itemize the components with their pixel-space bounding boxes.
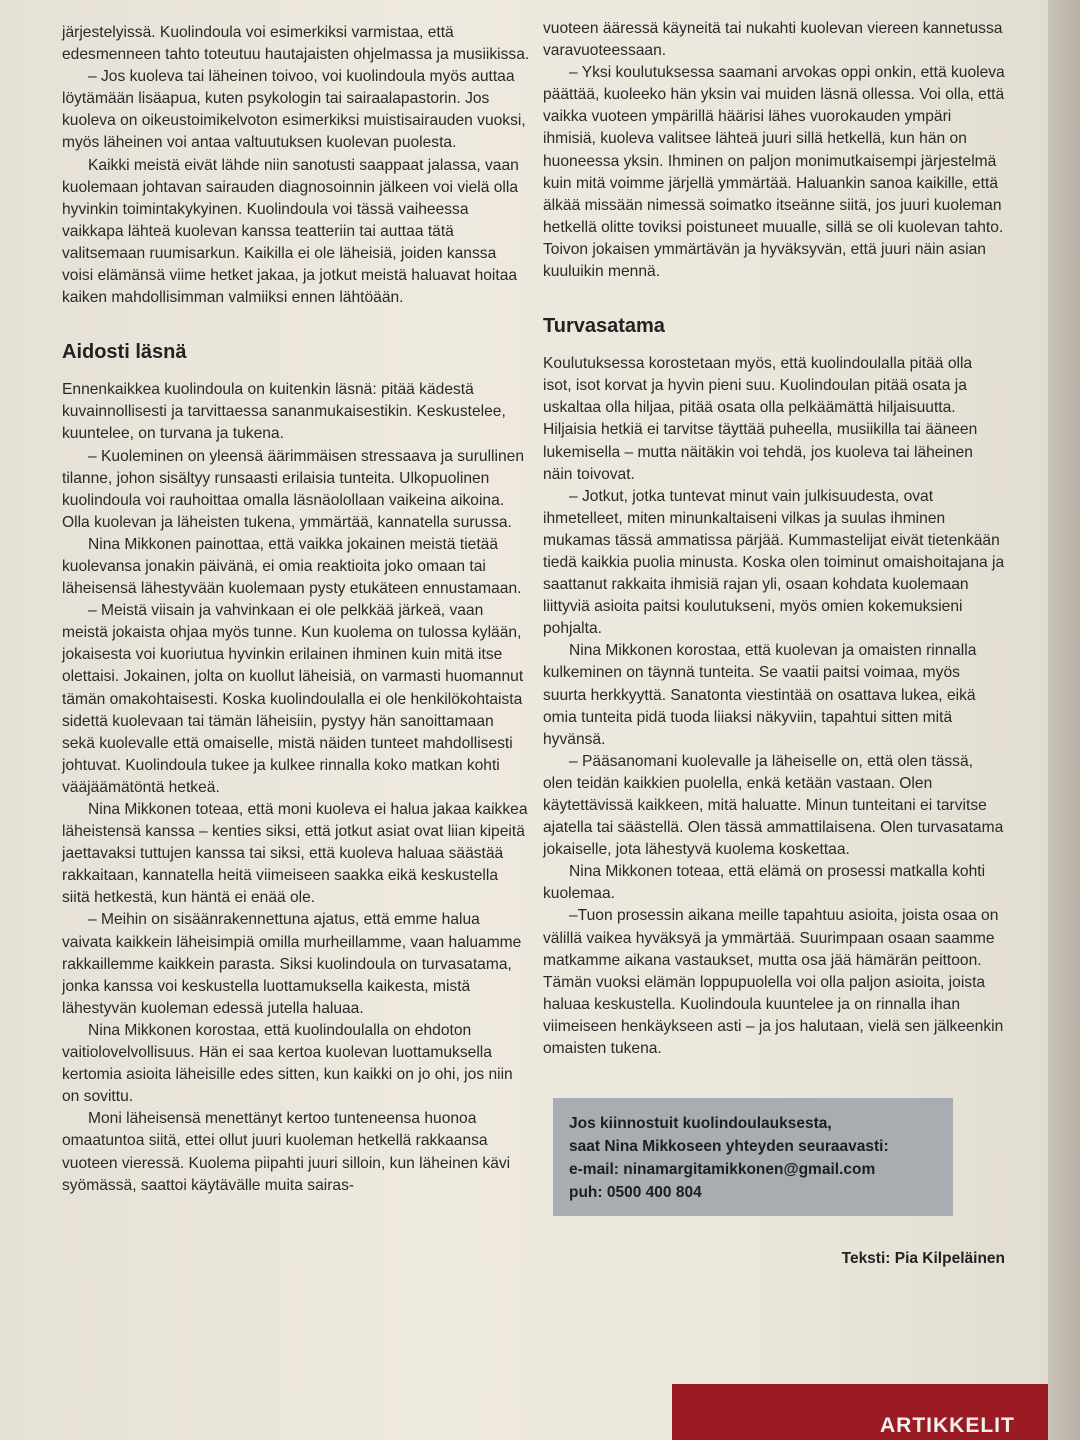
paragraph: Moni läheisensä menettänyt kertoo tunteneensa huonoa omaatuntoa siitä, ettei ollut juuri kuoleman hetkellä rakkaansa vuoteen vieressä. Kuolema piipahti juuri silloin, kun läheinen kävi syömässä, saattoi käytävälle muita sairas-: [62, 1110, 511, 1194]
author-byline: Teksti: Pia Kilpeläinen: [841, 1250, 1005, 1268]
paragraph: – Jos kuoleva tai läheinen toivoo, voi kuolindoula myös auttaa löytämään lisäapua, kuten psykologin tai sairaalapastorin. Jos kuoleva on oikeustoimikelvoton esimerkiksi muistisairauden vuoksi, myös läheinen voi antaa valtuutuksen kuolevan puolesta.: [62, 68, 526, 152]
left-column: [62, 22, 530, 1197]
section-label: ARTIKKELIT: [880, 1414, 1015, 1437]
paragraph: Koulutuksessa korostetaan myös, että kuolindoulalla pitää olla isot, isot korvat ja hyvin pieni suu. Kuolindoulan pitää osata ja uskaltaa olla hiljaa, pitää osata olla pelkäämättä hiljaisuutta. Hiljaisia hetkiä ei tarvitse täyttää puheella, musiikilla tai ääneen lukemisella – mutta näitäkin voi tehdä, jos kuoleva tai läheinen näin toivovat.: [543, 355, 978, 483]
paragraph: – Kuoleminen on yleensä äärimmäisen stressaava ja surullinen tilanne, johon sisältyy runsaasti erilaisia tunteita. Ulkopuolinen kuolindoula voi rauhoittaa omalla läsnäolollaan vaikeina aikoina. Olla kuolevan ja läheisten tukena, ymmärtää, kannatella surussa.: [62, 447, 524, 531]
paragraph: Ennenkaikkea kuolindoula on kuitenkin läsnä: pitää kädestä kuvainnollisesti ja tarvittaessa sananmukaisestikin. Keskustelee, kuuntelee, on turvana ja tukena.: [62, 381, 506, 443]
paragraph: Nina Mikkonen toteaa, että elämä on prosessi matkalla kohti kuolemaa.: [543, 863, 986, 903]
section-heading-aidosti-lasna: Aidosti läsnä: [62, 341, 187, 364]
paragraph: Nina Mikkonen korostaa, että kuolevan ja omaisten rinnalla kulkeminen on täynnä tunteita. Se vaatii paitsi voimaa, myös suurta herkkyyttä. Sanatonta viestintää on osattava lukea, eikä omia tunteita pidä tuoda liiaksi näkyviin, tapahtui sitten mitä hyvänsä.: [543, 642, 977, 748]
paragraph: – Pääsanomani kuolevalle ja läheiselle on, että olen tässä, olen teidän kaikkien puolella, enkä ketään vastaan. Olen käytettävissä kaikkeen, mitä haluatte. Minun tunteitani ei tarvitse ajatella tai säästellä. Olen tässä ammattilaisena. Olen turvasatama jokaiselle, jota lähestyvä kuolema koskettaa.: [543, 752, 1004, 859]
paragraph: järjestelyissä. Kuolindoula voi esimerkiksi varmistaa, että edesmenneen tahto toteutuu hautajaisten ohjelmassa ja musiikissa.: [62, 24, 530, 64]
paragraph: – Yksi koulutuksessa saamani arvokas oppi onkin, että kuoleva päättää, kuoleeko hän yksin vai muiden läsnä ollessa. Voi olla, että vaikka vuoteen ympärillä häärisi lähes vuorokauden ympäri ihmisiä, kuoleva valitsee lähteä juuri sillä hetkellä, kun hän on huoneessa yksin. Ihminen on paljon monimutkaisempi järjestelmä kuin mitä voimme järjellä ymmärtää. Haluankin sanoa kaikille, että älkää missään nimessä soimatko itseänne siitä, jos juuri kuoleman hetkellä olitte toviksi poistuneet muualle, sillä se oli kuolevan tahto. Toivon jokaisen ymmärtävän ja hyväksyvän, että juuri näin asian kuuluikin mennä.: [543, 64, 1005, 281]
info-line: Jos kiinnostuit kuolindoulauksesta,: [569, 1115, 832, 1133]
info-line: saat Nina Mikkoseen yhteyden seuraavasti:: [569, 1138, 889, 1156]
paragraph: – Jotkut, jotka tuntevat minut vain julkisuudesta, ovat ihmetelleet, miten minunkaltaiseni vilkas ja suulas ihminen mukamas tässä ammatissa pärjää. Kummastelijat eivät tietenkään tiedä kaikkia puolia minusta. Koska olen toiminut omaishoitajana ja saattanut rakkaita ihmisiä rajan yli, osaan kohdata kuolemaan liittyviä asioita paitsi koulutukseni, myös omien kokemuksieni pohjalta.: [543, 487, 1005, 638]
paragraph: Nina Mikkonen painottaa, että vaikka jokainen meistä tietää kuolevansa jonakin päivänä, ei omia reaktioita joko omaan tai läheisensä lähestyvään kuolemaan pysty etukäteen ennustamaan.: [62, 535, 522, 598]
right-column: [543, 18, 1005, 1270]
paragraph: –Tuon prosessin aikana meille tapahtuu asioita, joista osaa on välillä vaikea hyväksyä ja ymmärtää. Suurimpaan osaan saamme matkamme aikana vastaukset, mutta osa jää hämärän peittoon. Tämän vuoksi elämän loppupuolella voi olla paljon asioita, joista haluaa keskustella. Kuolindoula kuuntelee ja on rinnalla ihan viimeiseen henkäykseen asti – ja jos halutaan, vielä sen jälkeenkin omaisten tukena.: [543, 907, 1004, 1058]
paragraph: Kaikki meistä eivät lähde niin sanotusti saappaat jalassa, vaan kuolemaan johtavan sairauden diagnosoinnin jälkeen voi vielä olla hyvinkin toimintakykyinen. Kuolindoula voi tässä vaiheessa vaikkapa lähteä kuolevan kanssa teatteriin tai auttaa tätä valitsemaan ruumisarkun. Kaikilla ei ole läheisiä, joiden kanssa voisi elämänsä viime hetket jakaa, ja jotkut meistä haluavat hoitaa kaiken mahdollisimman valmiiksi ennen lähtöään.: [62, 156, 519, 307]
paragraph: – Meistä viisain ja vahvinkaan ei ole pelkkää järkeä, vaan meistä jokaista ohjaa myös tunne. Kun kuolema on tulossa kylään, jokaisesta voi kuoriutua hyvinkin erilainen ihminen kuin mitä itse olettaisi. Jokainen, jolta on kuollut läheisiä, on varmasti huomannut tämän omakohtaisesti. Koska kuolindoulalla ei ole henkilökohtaista sidettä kuolevaan tai tämän läheisiin, pystyy hän sanoittamaan sekä kuolevalle että omaiselle, mistä näiden tunteet mahdollisesti johtuvat. Kuolindoula tukee ja kulkee rinnalla koko matkan kohti vääjäämätöntä hetkeä.: [62, 602, 524, 796]
contact-info-box: [553, 1098, 953, 1216]
section-heading-turvasatama: Turvasatama: [543, 315, 665, 338]
paragraph: vuoteen ääressä käyneitä tai nukahti kuolevan viereen kannetussa varavuoteessaan.: [543, 20, 1003, 60]
contact-phone: puh: 0500 400 804: [569, 1184, 702, 1202]
paragraph: Nina Mikkonen korostaa, että kuolindoulalla on ehdoton vaitiolovelvollisuus. Hän ei saa kertoa kuolevan luottamuksella kertomia asioita läheisille edes sitten, kun kaikki on jo ohi, jos niin on sovittu.: [62, 1021, 513, 1106]
page-edge: [1048, 0, 1080, 1440]
contact-email: e-mail: ninamargitamikkonen@gmail.com: [569, 1161, 876, 1179]
paragraph: Nina Mikkonen toteaa, että moni kuoleva ei halua jakaa kaikkea läheistensä kanssa – kenties siksi, että jotkut asiat ovat liian kipeitä jaettavaksi tuttujen kanssa tai siksi, että kuoleva haluaa säästää rakkaitaan, kannatella heitä viimeiseen saakka eikä keskustella siitä hetkestä, kun häntä ei enää ole.: [62, 801, 528, 907]
paragraph: – Meihin on sisäänrakennettuna ajatus, että emme halua vaivata kaikkein läheisimpiä omilla murheillamme, vaan haluamme rakkaillemme kaikkein parasta. Siksi kuolindoula on turvasatama, jonka kanssa voi keskustella luottamuksella kaikesta, mistä lähestyvän kuoleman edessä jutella haluaa.: [62, 911, 522, 1017]
